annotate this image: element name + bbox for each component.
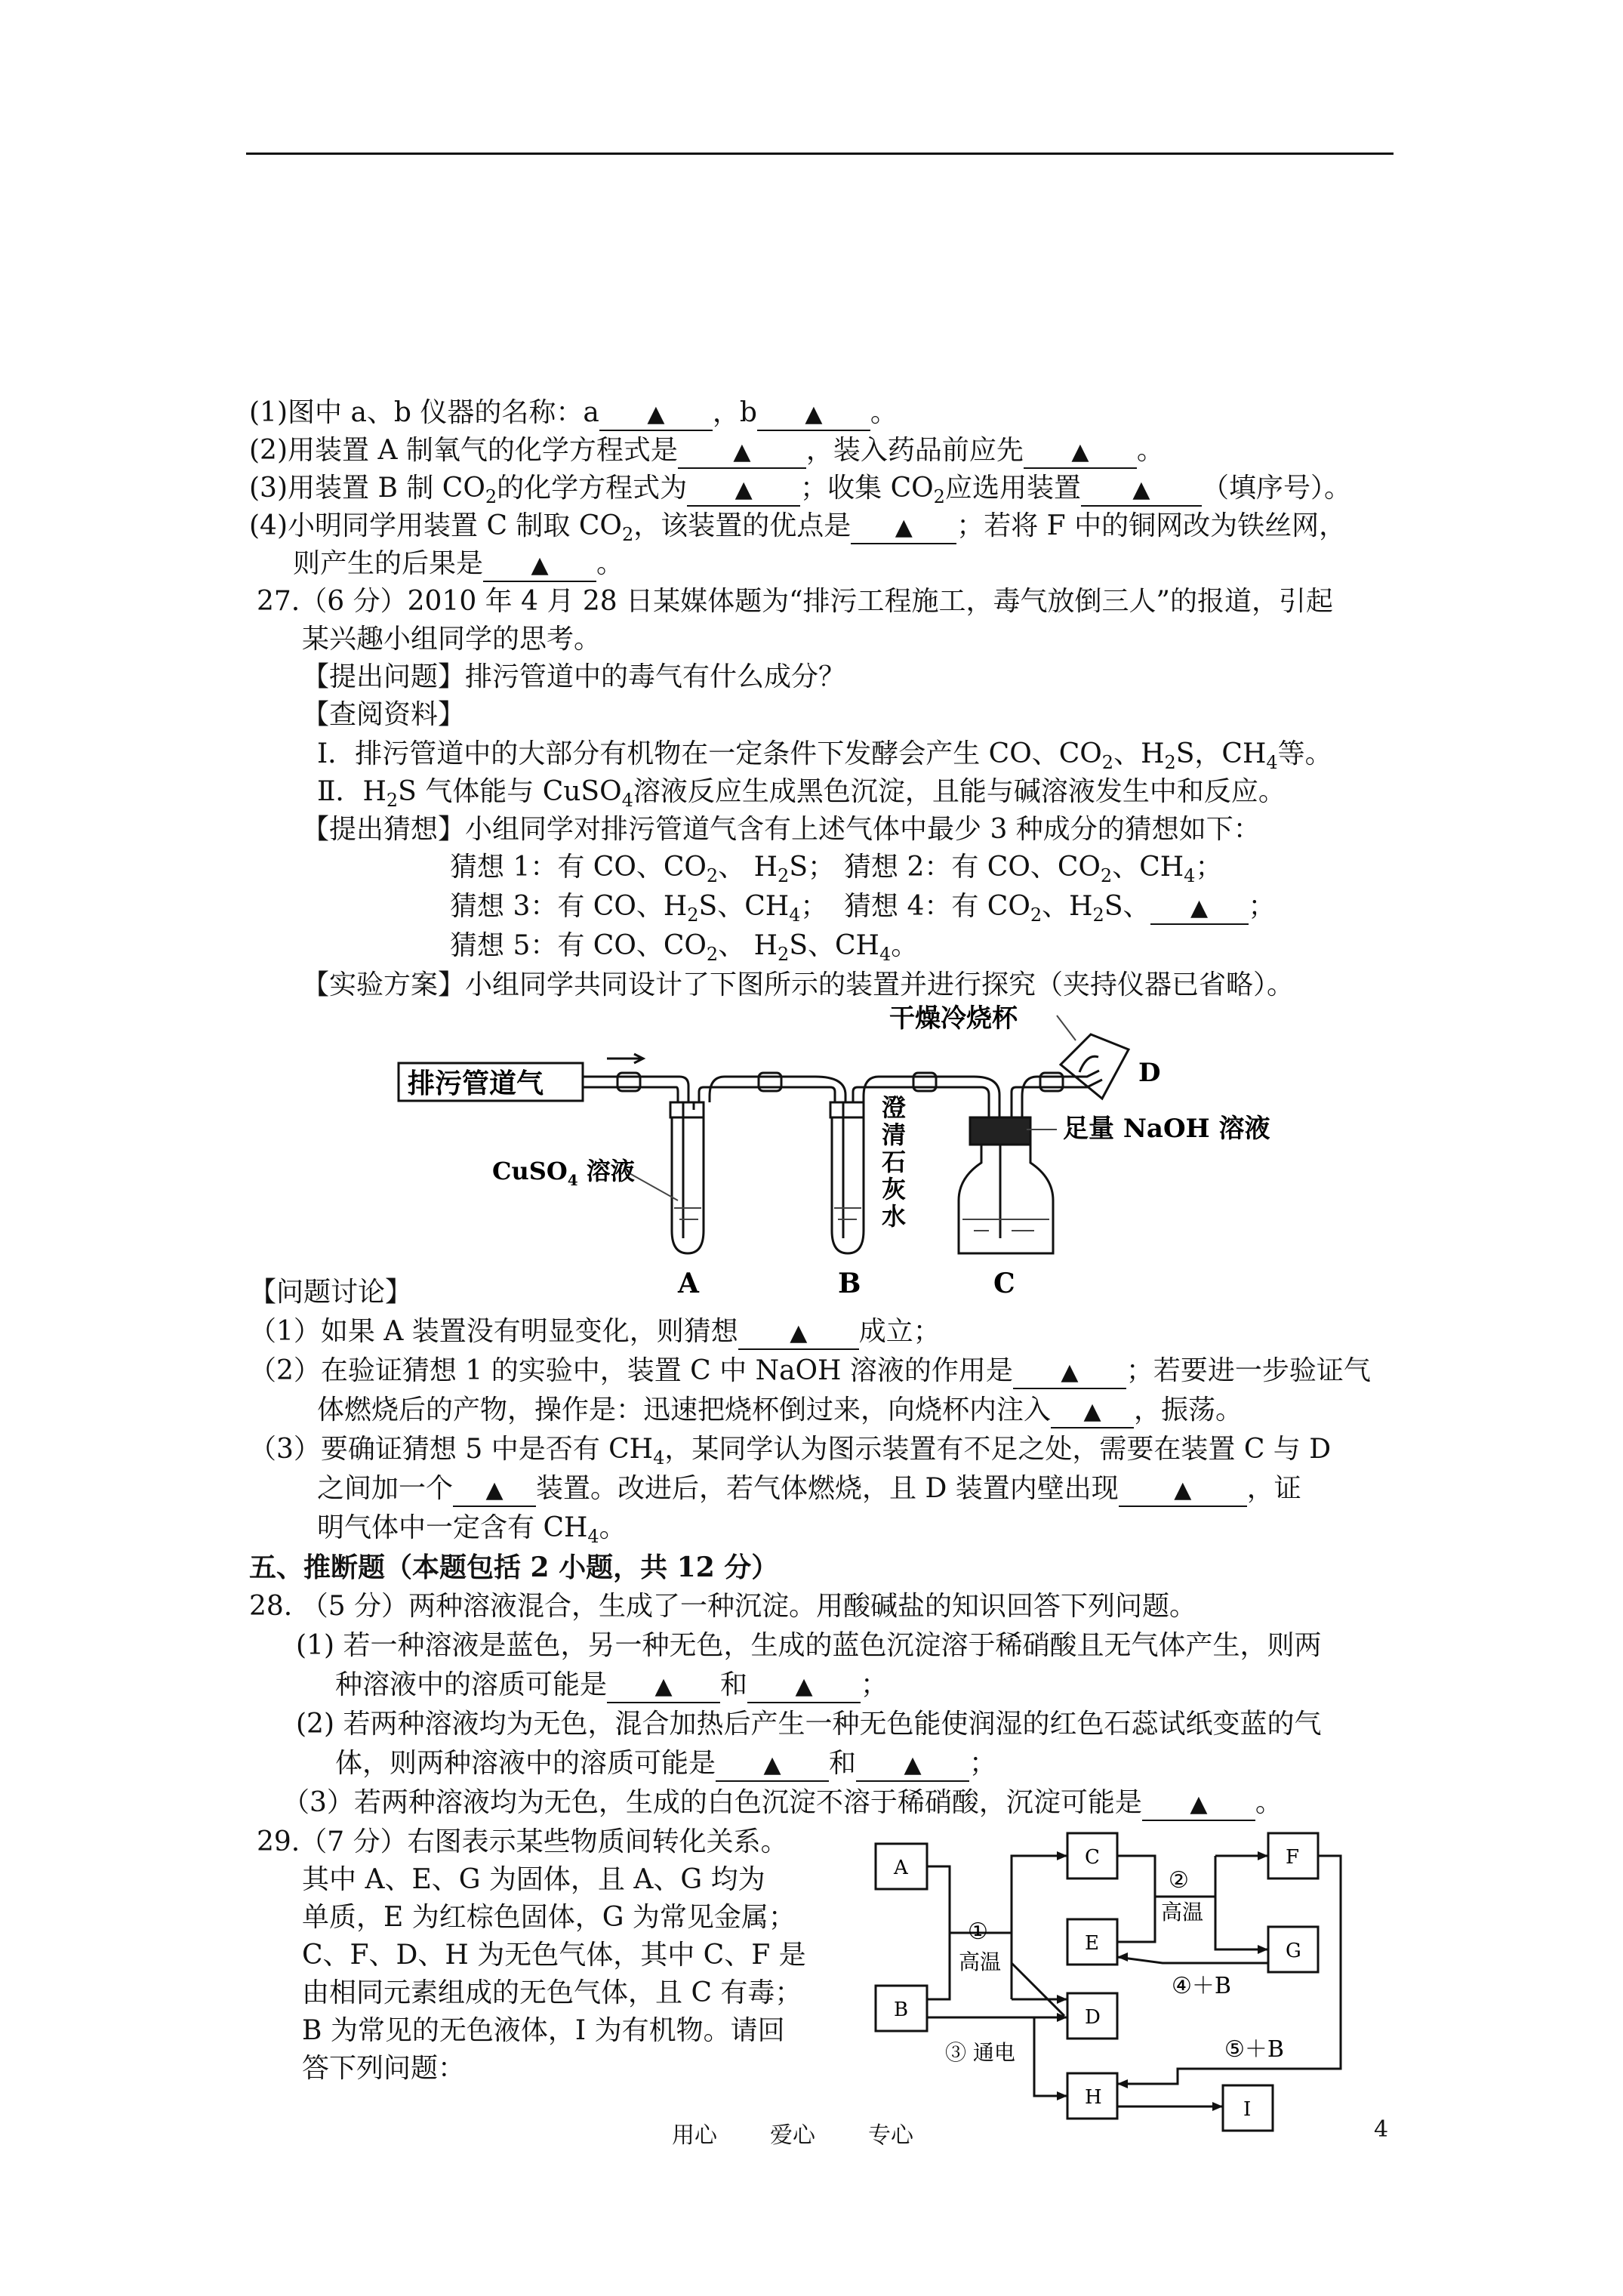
limewater-char-3: 石: [882, 1148, 907, 1176]
q27-ref-1: Ⅰ．排污管道中的大部分有机物在一定条件下发酵会产生 CO、$CO_2$、$H_2S$，$CH_4$等。: [317, 738, 1332, 774]
q29-line-1: 29.（7 分）右图表示某些物质间转化关系。: [257, 1826, 788, 1857]
edge-5-label: ⑤＋B: [1224, 2036, 1284, 2063]
discussion-3a: （3）要确证猜想 5 中是否有 $CH_4$，某同学认为图示装置有不足之处，需要在装置 C 与 D: [249, 1434, 1332, 1469]
label-b: B: [838, 1268, 861, 1299]
edge-3-label: ③ 通电: [945, 2040, 1015, 2065]
q29-line-5: 由相同元素组成的无色气体，且 C 有毒；: [302, 1977, 802, 2008]
answer-blank[interactable]: ▲: [1024, 436, 1137, 469]
answer-blank[interactable]: ▲: [716, 1749, 829, 1782]
edge-2-condition: 高温: [1161, 1900, 1204, 1925]
footer-word-3: 专心: [868, 2122, 913, 2149]
section-5-title: 五、推断题（本题包括 2 小题，共 12 分）: [249, 1552, 779, 1583]
q26-line-5: 则产生的后果是 ▲ 。: [293, 546, 624, 582]
label-d: D: [1138, 1058, 1161, 1088]
answer-blank[interactable]: ▲: [678, 436, 806, 469]
answer-blank[interactable]: ▲: [1081, 473, 1202, 507]
q28-part-2a: (2) 若两种溶液均为无色，混合加热后产生一种无色能使润湿的红色石蕊试纸变蓝的气: [296, 1709, 1322, 1740]
discussion-1: （1）如果 A 装置没有明显变化，则猜想 ▲ 成立；: [249, 1314, 941, 1350]
answer-blank[interactable]: ▲: [483, 549, 596, 582]
box-i-label: I: [1243, 2098, 1252, 2121]
edge-4-label: ④＋B: [1172, 1973, 1231, 1999]
footer-word-2: 爱心: [770, 2122, 815, 2149]
discussion-2a: （2）在验证猜想 1 的实验中，装置 C 中 NaOH 溶液的作用是 ▲ ；若要进一步验证气: [249, 1353, 1371, 1389]
q29-line-4: C、F、D、H 为无色气体，其中 C、F 是: [302, 1940, 806, 1971]
label-a: A: [678, 1268, 699, 1299]
box-f-label: F: [1286, 1846, 1300, 1869]
q28-part-3: （3）若两种溶液均为无色，生成的白色沉淀不溶于稀硝酸，沉淀可能是 ▲ 。: [282, 1785, 1283, 1821]
q27-question: 【提出问题】排污管道中的毒气有什么成分？: [302, 661, 846, 692]
box-d-label: D: [1085, 2006, 1101, 2029]
answer-blank[interactable]: ▲: [747, 1670, 861, 1703]
answer-blank[interactable]: ▲: [1051, 1395, 1134, 1428]
answer-blank[interactable]: ▲: [687, 473, 800, 507]
q29-line-3: 单质，E 为红棕色固体，G 为常见金属；: [302, 1902, 796, 1933]
box-e-label: E: [1085, 1932, 1099, 1955]
q28-intro: 28. （5 分）两种溶液混合，生成了一种沉淀。用酸碱盐的知识回答下列问题。: [249, 1591, 1197, 1622]
answer-blank[interactable]: ▲: [1150, 892, 1249, 925]
edge-1-number: ①: [968, 1918, 988, 1945]
box-g-label: G: [1286, 1940, 1301, 1962]
page-number: 4: [1374, 2116, 1389, 2143]
answer-blank[interactable]: ▲: [1013, 1356, 1126, 1389]
q28-part-2b: 体，则两种溶液中的溶质可能是 ▲ 和 ▲ ；: [335, 1746, 996, 1782]
footer-word-1: 用心: [672, 2122, 717, 2149]
answer-blank[interactable]: ▲: [599, 398, 713, 431]
answer-blank[interactable]: ▲: [757, 398, 870, 431]
beaker-label: 干燥冷烧杯: [889, 1003, 1018, 1034]
guess-2: 猜想 2：有 CO、$CO_2$、$CH_4$；: [844, 852, 1223, 887]
q27-intro-1: 27.（6 分）2010 年 4 月 28 日某媒体题为“排污工程施工，毒气放倒三人”的报道，引起: [257, 586, 1333, 617]
label-c: C: [993, 1268, 1015, 1299]
answer-blank[interactable]: ▲: [453, 1474, 536, 1507]
discussion-3b: 之间加一个 ▲ 装置。改进后，若气体燃烧，且 D 装置内壁出现 ▲ ，证: [317, 1471, 1301, 1507]
answer-blank[interactable]: ▲: [1142, 1788, 1255, 1821]
box-b-label: B: [894, 1999, 909, 2021]
box-h-label: H: [1085, 2086, 1102, 2109]
limewater-char-2: 清: [882, 1120, 907, 1149]
answer-blank[interactable]: ▲: [607, 1670, 720, 1703]
cuso4-label: CuSO$_4$ 溶液: [492, 1157, 635, 1189]
q29-line-6: B 为常见的无色液体，I 为有机物。请回: [302, 2015, 785, 2046]
q26-line-4: (4)小明同学用装置 C 制取 $CO_2$，该装置的优点是 ▲ ；若将 F 中的铜网改为铁丝网，: [249, 510, 1347, 546]
guess-5: 猜想 5：有 CO、$CO_2$、 $H_2S$、$CH_4$。: [450, 930, 919, 966]
q26-line-3: (3)用装置 B 制 $CO_2$的化学方程式为 ▲ ；收集 $CO_2$应选用装置 ▲ （填序号）。: [249, 473, 1351, 508]
q27-hypothesis-intro: 【提出猜想】小组同学对排污管道气含有上述气体中最少 3 种成分的猜想如下：: [302, 814, 1261, 845]
discussion-2b: 体燃烧后的产物，操作是：迅速把烧杯倒过来，向烧杯内注入 ▲ ，振荡。: [317, 1392, 1243, 1428]
answer-blank[interactable]: ▲: [738, 1317, 859, 1350]
limewater-char-1: 澄: [882, 1093, 907, 1122]
q27-ref-title: 【查阅资料】: [302, 699, 466, 730]
edge-2-number: ②: [1169, 1867, 1189, 1894]
discussion-3c: 明气体中一定含有 $CH_4$。: [317, 1512, 627, 1548]
answer-blank[interactable]: ▲: [856, 1749, 969, 1782]
q26-line-1: (1)图中 a、b 仪器的名称：a ▲ ，b ▲ 。: [249, 395, 898, 431]
q29-line-2: 其中 A、E、G 为固体，且 A、G 均为: [302, 1864, 765, 1895]
edge-1-condition: 高温: [959, 1949, 1002, 1974]
q28-part-1b: 种溶液中的溶质可能是 ▲ 和 ▲ ；: [335, 1667, 888, 1703]
q28-part-1a: (1) 若一种溶液是蓝色，另一种无色，生成的蓝色沉淀溶于稀硝酸且无气体产生，则两: [296, 1630, 1322, 1661]
discussion-title: 【问题讨论】: [249, 1277, 413, 1308]
limewater-char-5: 水: [882, 1202, 907, 1231]
answer-blank[interactable]: ▲: [851, 511, 956, 544]
guess-4: 猜想 4：有 $CO_2$、$H_2S$、 ▲ ；: [844, 891, 1276, 926]
box-a-label: A: [894, 1857, 908, 1879]
box-c-label: C: [1085, 1846, 1100, 1869]
q29-line-7: 答下列问题：: [302, 2053, 466, 2084]
q26-line-2: (2)用装置 A 制氧气的化学方程式是 ▲ ，装入药品前应先 ▲ 。: [249, 433, 1164, 469]
guess-3: 猜想 3：有 CO、$H_2S$、$CH_4$；: [450, 891, 828, 926]
gas-inlet-label: 排污管道气: [408, 1068, 544, 1099]
q27-intro-2: 某兴趣小组同学的思考。: [302, 624, 602, 655]
limewater-char-4: 灰: [882, 1175, 907, 1203]
guess-1: 猜想 1：有 CO、$CO_2$、 $H_2S$；: [450, 852, 835, 887]
q27-plan: 【实验方案】小组同学共同设计了下图所示的装置并进行探究（夹持仪器已省略）。: [302, 969, 1295, 1000]
answer-blank[interactable]: ▲: [1119, 1474, 1247, 1507]
naoh-label: 足量 NaOH 溶液: [1063, 1114, 1270, 1144]
q27-ref-2: Ⅱ．$H_2S$ 气体能与 CuSO$_4$溶液反应生成黑色沉淀，且能与碱溶液发生中和反应。: [317, 776, 1286, 812]
